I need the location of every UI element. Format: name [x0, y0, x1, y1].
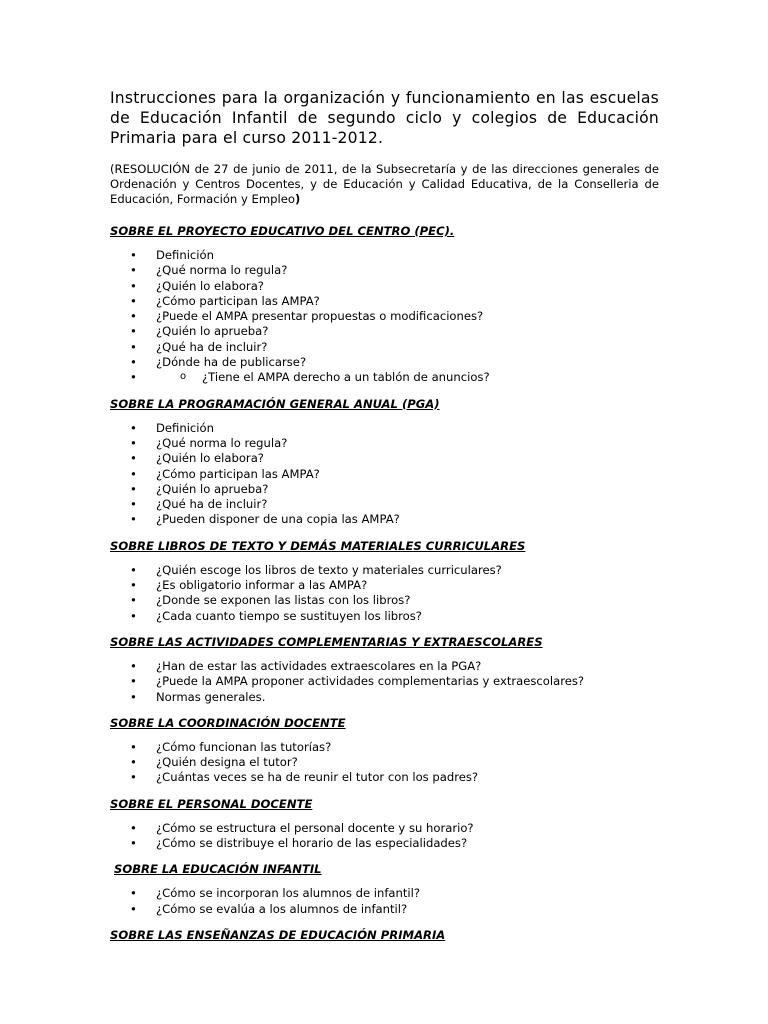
list-item: • ¿Donde se exponen las listas con los libros?: [110, 593, 659, 608]
list-item: • ¿Cuántas veces se ha de reunir el tutor con los padres?: [110, 770, 659, 785]
list-item: • ¿Quién lo aprueba?: [110, 324, 659, 339]
sub-list-item: o • ¿Tiene el AMPA derecho a un tablón de anuncios?: [110, 370, 659, 385]
section-libros: [110, 538, 659, 624]
section-heading: SOBRE LAS ENSEÑANZAS DE EDUCACIÓN PRIMARIA: [110, 927, 446, 942]
list-item: • ¿Quién escoge los libros de texto y materiales curriculares?: [110, 563, 659, 578]
question-list: [110, 563, 659, 624]
list-item: • ¿Quién lo elabora?: [110, 451, 659, 466]
list-item: • ¿Quién lo aprueba?: [110, 482, 659, 497]
list-item: • ¿Cómo se estructura el personal docente y su horario?: [110, 821, 659, 836]
list-item: • ¿Puede el AMPA presentar propuestas o modificaciones?: [110, 309, 659, 324]
section-pga: [110, 396, 659, 528]
list-item: • ¿Han de estar las actividades extraescolares en la PGA?: [110, 659, 659, 674]
list-item: • ¿Quién designa el tutor?: [110, 755, 659, 770]
section-heading: SOBRE LA PROGRAMACIÓN GENERAL ANUAL (PGA): [110, 396, 440, 411]
resolution-close: ): [294, 192, 301, 206]
resolution-note: [110, 162, 659, 207]
question-list: [110, 248, 659, 386]
list-item: • ¿Qué ha de incluir?: [110, 340, 659, 355]
question-list: [110, 421, 659, 528]
list-item: • ¿Cómo se evalúa a los alumnos de infantil?: [110, 902, 659, 917]
section-heading: SOBRE LIBROS DE TEXTO Y DEMÁS MATERIALES CURRICULARES: [110, 538, 526, 553]
list-item: • ¿Es obligatorio informar a las AMPA?: [110, 578, 659, 593]
list-item: • ¿Cómo se incorporan los alumnos de infantil?: [110, 886, 659, 901]
question-list: [110, 740, 659, 786]
section-heading: SOBRE EL PROYECTO EDUCATIVO DEL CENTRO (PEC).: [110, 224, 455, 238]
list-item: • ¿Cómo se distribuye el horario de las especialidades?: [110, 836, 659, 851]
list-item: • Definición: [110, 248, 659, 263]
list-item: • ¿Pueden disponer de una copia las AMPA?: [110, 512, 659, 527]
list-item: • ¿Cada cuanto tiempo se sustituyen los libros?: [110, 609, 659, 624]
document-title: Instrucciones para la organización y funcionamiento en las escuelas de Educación Infantil de segundo ciclo y colegios de Educación Primaria para el curso 2011-2012.: [110, 89, 659, 147]
section-actividades: [110, 634, 659, 705]
section-heading: SOBRE LA EDUCACIÓN INFANTIL: [114, 862, 322, 877]
question-list: [110, 821, 659, 852]
list-item: • ¿Cómo participan las AMPA?: [110, 467, 659, 482]
section-heading: SOBRE LAS ACTIVIDADES COMPLEMENTARIAS Y EXTRAESCOLARES: [110, 634, 543, 649]
section-heading: SOBRE EL PERSONAL DOCENTE: [110, 796, 313, 811]
resolution-text: (RESOLUCIÓN de 27 de junio de 2011, de la Subsecretaría y de las direcciones generales de Ordenación y Centros Docentes, y de Educación y Calidad Educativa, de la Conselleria de Educación, Formación y Empleo: [110, 162, 659, 206]
sublist-container: [110, 370, 659, 385]
section-primaria: [110, 927, 659, 943]
section-infantil: [110, 861, 659, 917]
list-item: • ¿Cómo funcionan las tutorías?: [110, 740, 659, 755]
list-item: • ¿Qué norma lo regula?: [110, 436, 659, 451]
list-item: • ¿Dónde ha de publicarse?: [110, 355, 659, 370]
list-item: • Definición: [110, 421, 659, 436]
list-item: • ¿Cómo participan las AMPA?: [110, 294, 659, 309]
section-personal: [110, 796, 659, 852]
sub-question-list: [110, 370, 659, 385]
question-list: [110, 886, 659, 917]
list-item: • Normas generales.: [110, 690, 659, 705]
section-pec: [110, 223, 659, 386]
list-item: • ¿Quién lo elabora?: [110, 279, 659, 294]
list-item: • ¿Qué ha de incluir?: [110, 497, 659, 512]
question-list: [110, 659, 659, 705]
list-item: • ¿Puede la AMPA proponer actividades complementarias y extraescolares?: [110, 674, 659, 689]
section-coordinacion: [110, 715, 659, 786]
section-heading: SOBRE LA COORDINACIÓN DOCENTE: [110, 715, 346, 730]
list-item: • ¿Qué norma lo regula?: [110, 263, 659, 278]
